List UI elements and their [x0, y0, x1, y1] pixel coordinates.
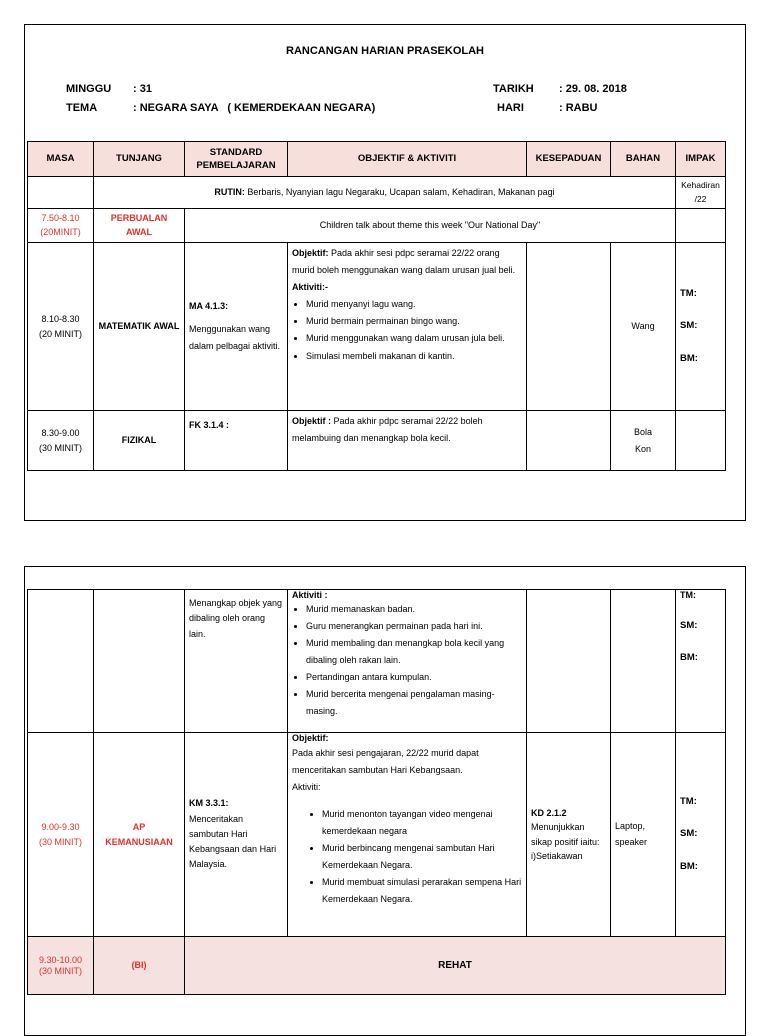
fizikal-cont-impak: [676, 590, 726, 733]
minggu-value: : 31: [133, 83, 152, 95]
list-item: • Pertandingan antara kumpulan.: [306, 669, 522, 686]
kemanusiaan-kesepaduan-text: Menunjukkan sikap positif iaitu: i)Setiakawan: [531, 822, 600, 861]
list-item: • Murid menonton tayangan video mengenai kemerdekaan negara: [322, 806, 522, 840]
perbualan-masa: [28, 209, 94, 243]
fizikal-bahan: [611, 411, 676, 471]
fizikal-bahan-2: Kon: [634, 443, 651, 454]
kemanusiaan-masa-time: 9.00-9.30: [41, 822, 80, 833]
table-row-rehat: [28, 937, 726, 995]
list-item: • Murid menggunakan wang dalam urusan jula beli.: [306, 330, 522, 347]
plan-table-page-1: [27, 141, 726, 471]
kemanusiaan-objektif: [288, 733, 527, 937]
rutin-impak: Kehadiran /22: [676, 177, 726, 209]
perbualan-tunjang: PERBUALAN AWAL: [94, 209, 185, 243]
table-row-fizikal: [28, 411, 726, 471]
matematik-standard: [185, 243, 288, 411]
matematik-aktiviti-list: [292, 296, 522, 364]
perbualan-impak-empty: [676, 209, 726, 243]
plan-table-page-2: [27, 589, 726, 995]
kemanusiaan-masa-duration: (30 MINIT): [38, 836, 82, 847]
col-kesepaduan: KESEPADUAN: [527, 142, 611, 177]
rehat-tunjang: (BI): [94, 937, 185, 995]
matematik-impak: [676, 243, 726, 411]
table-row-perbualan: [28, 209, 726, 243]
list-item: • Murid membuat simulasi perarakan sempena Hari Kemerdekaan Negara.: [322, 874, 522, 908]
matematik-standard-code: MA 4.1.3:: [189, 300, 229, 311]
fizikal-cont-kesepaduan-empty: [527, 590, 611, 733]
fizikal-bahan-1: Bola: [633, 427, 652, 438]
tarikh-label: TARIKH: [493, 83, 534, 95]
rehat-masa-time: 9.30-10.00: [38, 954, 83, 965]
list-item: • Murid membaling dan menangkap bola kecil yang dibaling oleh rakan lain.: [306, 635, 522, 669]
fizikal-cont-bahan-empty: [611, 590, 676, 733]
sm-label: SM:: [680, 828, 698, 840]
fizikal-cont-tunjang-empty: [94, 590, 185, 733]
rutin-label: RUTIN:: [214, 186, 245, 197]
perbualan-masa-time: 7.50-8.10: [41, 213, 80, 223]
fizikal-masa-duration: (30 MINIT): [38, 442, 82, 453]
hari-label: HARI: [497, 102, 524, 114]
matematik-objektif-text: Pada akhir sesi pdpc seramai 22/22 orang murid boleh menggunakan wang dalam urusan jual beli.: [292, 248, 516, 276]
kemanusiaan-kesepaduan: [527, 733, 611, 937]
tarikh-value: : 29. 08. 2018: [559, 83, 627, 95]
fizikal-objektif-label: Objektif :: [292, 416, 332, 426]
kemanusiaan-aktiviti-label: Aktiviti:: [292, 781, 321, 792]
rutin-text: Berbaris, Nyanyian lagu Negaraku, Ucapan salam, Kehadiran, Makanan pagi: [247, 186, 555, 197]
matematik-masa: [28, 243, 94, 411]
tm-label: TM:: [680, 590, 696, 600]
document-page-2: [24, 566, 746, 1036]
fizikal-cont-aktiviti-list: [292, 601, 522, 721]
table-row-kemanusiaan: [28, 733, 726, 937]
perbualan-text: Children talk about theme this week "Our National Day": [185, 209, 676, 243]
matematik-tunjang: MATEMATIK AWAL: [94, 243, 185, 411]
matematik-objektif-label: Objektif:: [292, 248, 329, 258]
list-item: • Murid memanaskan badan.: [306, 601, 522, 618]
kemanusiaan-objektif-label: Objektif:: [292, 733, 329, 743]
fizikal-cont-masa-empty: [28, 590, 94, 733]
kemanusiaan-standard: [185, 733, 288, 937]
kemanusiaan-objektif-text: Pada akhir sesi pengajaran, 22/22 murid dapat menceritakan sambutan Hari Kebangsaan.: [292, 747, 479, 775]
list-item: • Murid bercerita mengenai pengalaman masing-masing.: [306, 686, 522, 720]
hari-value: : RABU: [559, 102, 598, 114]
document-title: RANCANGAN HARIAN PRASEKOLAH: [286, 45, 484, 57]
sm-label: SM:: [680, 320, 698, 332]
table-row-rutin: [28, 177, 726, 209]
col-bahan: BAHAN: [611, 142, 676, 177]
list-item: • Guru menerangkan permainan pada hari ini.: [306, 618, 522, 635]
fizikal-masa: [28, 411, 94, 471]
rehat-masa: [28, 937, 94, 995]
list-item: • Simulasi membeli makanan di kantin.: [306, 348, 522, 365]
col-impak: IMPAK: [676, 142, 726, 177]
fizikal-objektif: [288, 411, 527, 471]
rehat-text: REHAT: [185, 937, 726, 995]
list-item: • Murid bermain permainan bingo wang.: [306, 313, 522, 330]
rutin-masa-empty: [28, 177, 94, 209]
bm-label: BM:: [680, 860, 698, 872]
fizikal-tunjang: FIZIKAL: [94, 411, 185, 471]
bm-label: BM:: [680, 352, 698, 364]
table-header-row: [28, 142, 726, 177]
tema-value: : NEGARA SAYA ( KEMERDEKAAN NEGARA): [133, 102, 376, 114]
sm-label: SM:: [680, 619, 698, 631]
col-objektif: OBJEKTIF & AKTIVITI: [288, 142, 527, 177]
matematik-objektif: [288, 243, 527, 411]
fizikal-cont-aktiviti: [288, 590, 527, 733]
tm-label: TM:: [680, 288, 697, 300]
matematik-aktiviti-label: Aktiviti:-: [292, 282, 328, 293]
matematik-masa-time: 8.10-8.30: [41, 314, 80, 325]
kemanusiaan-kesepaduan-code: KD 2.1.2: [531, 807, 567, 818]
matematik-masa-duration: (20 MINIT): [38, 328, 82, 339]
rutin-cell: [94, 177, 676, 209]
fizikal-kesepaduan-empty: [527, 411, 611, 471]
fizikal-cont-standard-text: Menangkap objek yang dibaling oleh orang lain.: [185, 590, 288, 733]
tema-label: TEMA: [66, 102, 98, 114]
fizikal-masa-time: 8.30-9.00: [41, 428, 80, 439]
kemanusiaan-aktiviti-list: [292, 806, 522, 909]
fizikal-impak-empty: [676, 411, 726, 471]
matematik-kesepaduan-empty: [527, 243, 611, 411]
list-item: • Murid menyanyi lagu wang.: [306, 296, 522, 313]
minggu-label: MINGGU: [66, 83, 112, 95]
matematik-bahan: Wang: [611, 243, 676, 411]
col-standard: STANDARD PEMBELAJARAN: [185, 142, 288, 177]
kemanusiaan-impak: [676, 733, 726, 937]
kemanusiaan-bahan: Laptop, speaker: [611, 733, 676, 937]
rehat-masa-duration: (30 MINIT): [38, 965, 82, 976]
kemanusiaan-standard-text: Menceritakan sambutan Hari Kebangsaan dan Hari Malaysia.: [189, 813, 277, 870]
tm-label: TM:: [680, 796, 697, 808]
table-row-fizikal-continued: [28, 590, 726, 733]
col-tunjang: TUNJANG: [94, 142, 185, 177]
document-page-1: [24, 24, 746, 521]
table-row-matematik: [28, 243, 726, 411]
kemanusiaan-standard-code: KM 3.3.1:: [189, 798, 229, 809]
perbualan-masa-duration: (20MINIT): [40, 226, 81, 237]
list-item: • Murid berbincang mengenai sambutan Hari Kemerdekaan Negara.: [322, 840, 522, 874]
fizikal-standard-code: FK 3.1.4 :: [185, 411, 288, 471]
kemanusiaan-tunjang: AP KEMANUSIAAN: [94, 733, 185, 937]
kemanusiaan-masa: [28, 733, 94, 937]
bm-label: BM:: [680, 651, 698, 663]
fizikal-cont-aktiviti-label: Aktiviti :: [292, 590, 328, 600]
matematik-standard-text: Menggunakan wang dalam pelbagai aktiviti.: [189, 323, 281, 352]
fizikal-objektif-text: Pada akhir pdpc seramai 22/22 boleh melambuing dan menangkap bola kecil.: [292, 416, 483, 444]
col-masa: MASA: [28, 142, 94, 177]
